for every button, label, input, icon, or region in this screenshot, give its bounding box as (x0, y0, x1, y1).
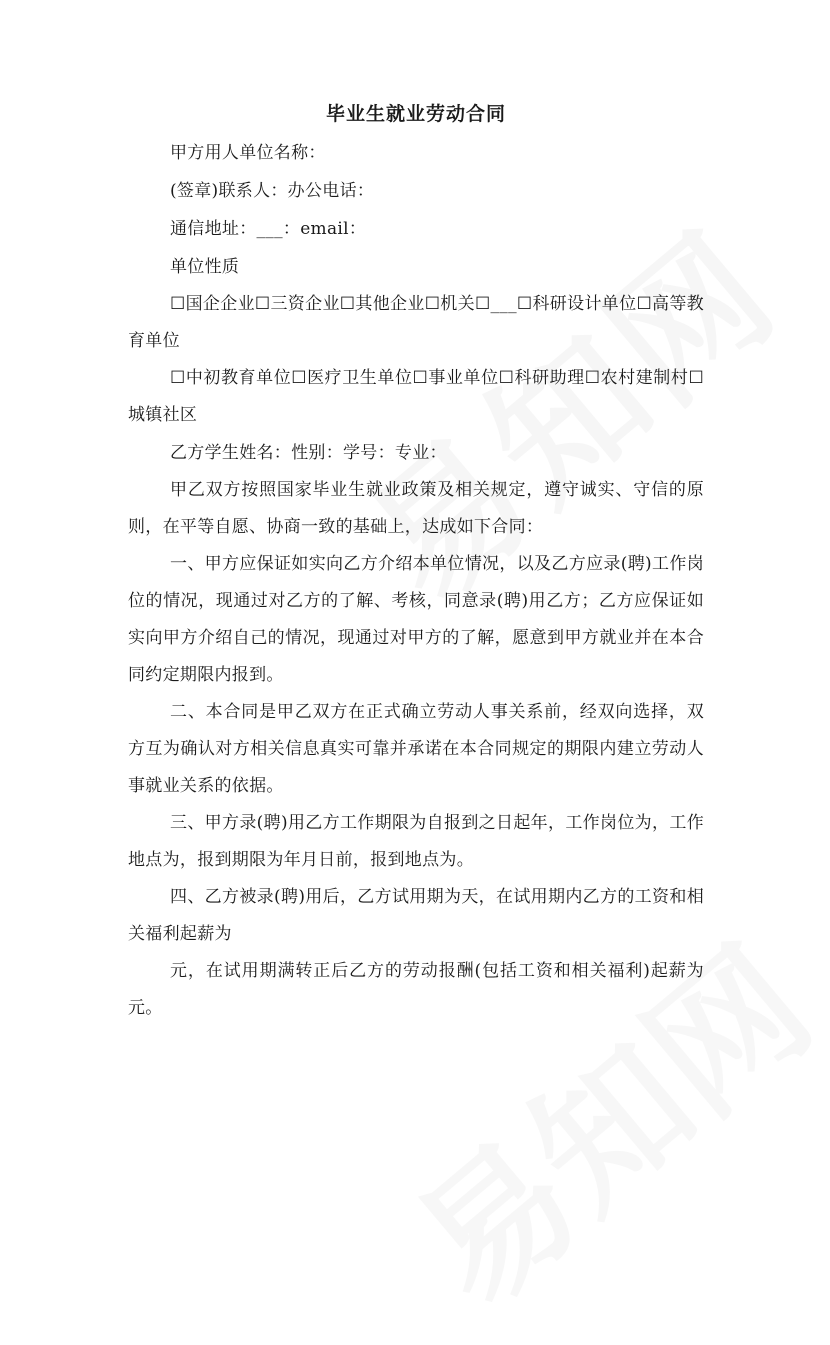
party-a-name-line: 甲方用人单位名称： (170, 143, 326, 163)
document-title: 毕业生就业劳动合同 (325, 103, 506, 125)
unit-nature-options-1: ☐国企企业☐三资企业☐其他企业☐机关☐___☐科研设计单位☐高等教育单位 (128, 294, 704, 351)
document-page (128, 98, 704, 1027)
party-a-address-line: 通信地址：___：email： (170, 219, 367, 239)
clause-1: 一、甲方应保证如实向乙方介绍本单位情况，以及乙方应录(聘)工作岗位的情况，现通过对乙方的了解、考核，同意录(聘)用乙方；乙方应保证如实向甲方介绍自己的情况，现通过对甲方的了解，愿意到甲方就业并在本合同约定期限内报到。 (128, 554, 704, 685)
party-b-info-line: 乙方学生姓名：性别：学号：专业： (170, 443, 447, 463)
clause-3: 三、甲方录(聘)用乙方工作期限为自报到之日起年，工作岗位为，工作地点为，报到期限为年月日前，报到地点为。 (128, 813, 704, 870)
clause-2: 二、本合同是甲乙双方在正式确立劳动人事关系前，经双向选择，双方互为确认对方相关信息真实可靠并承诺在本合同规定的期限内建立劳动人事就业关系的依据。 (128, 702, 704, 796)
party-a-contact-line: (签章)联系人：办公电话： (170, 181, 375, 201)
unit-nature-label: 单位性质 (170, 257, 240, 277)
clause-4-continued: 元，在试用期满转正后乙方的劳动报酬(包括工资和相关福利)起薪为元。 (128, 961, 704, 1018)
clause-4: 四、乙方被录(聘)用后，乙方试用期为天，在试用期内乙方的工资和相关福利起薪为 (128, 887, 704, 944)
unit-nature-options-2: ☐中初教育单位☐医疗卫生单位☐事业单位☐科研助理☐农村建制村☐城镇社区 (128, 368, 704, 425)
preamble-paragraph: 甲乙双方按照国家毕业生就业政策及相关规定，遵守诚实、守信的原则，在平等自愿、协商一致的基础上，达成如下合同： (128, 480, 704, 537)
